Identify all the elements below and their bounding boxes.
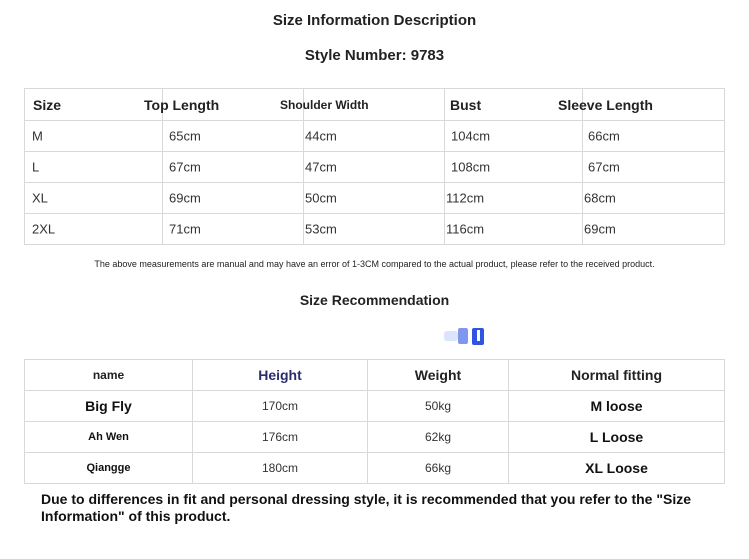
bust-cell: 108cm (445, 152, 583, 183)
table-row (25, 121, 725, 152)
bust-cell: 112cm (445, 183, 583, 214)
recommendation-table (24, 359, 725, 484)
table-row (25, 152, 725, 183)
shoulder-width-cell: 44cm (304, 121, 445, 152)
sleeve-length-cell: 68cm (583, 183, 725, 214)
style-number: Style Number: 9783 (304, 47, 445, 64)
recommendation-title: Size Recommendation (299, 292, 450, 308)
sleeve-length-cell: 67cm (583, 152, 725, 183)
header-name: name (25, 360, 193, 391)
header-top-length: Top Length (163, 89, 304, 121)
sleeve-length-cell: 66cm (583, 121, 725, 152)
top-length-cell: 65cm (163, 121, 304, 152)
header-bust: Bust (445, 89, 583, 121)
size-table (24, 88, 725, 245)
bust-cell: 116cm (445, 214, 583, 245)
top-length-cell: 71cm (163, 214, 304, 245)
header-height: Height (193, 360, 368, 391)
table-row (25, 391, 725, 422)
weight-cell: 50kg (368, 391, 509, 422)
page-title: Size Information Description (272, 12, 477, 29)
size-cell: 2XL (25, 214, 163, 245)
name-cell: Qiangge (25, 453, 193, 484)
shoulder-width-cell: 50cm (304, 183, 445, 214)
height-cell: 170cm (193, 391, 368, 422)
recommendation-header (25, 360, 725, 391)
size-cell: L (25, 152, 163, 183)
bust-cell: 104cm (445, 121, 583, 152)
height-cell: 176cm (193, 422, 368, 453)
top-length-cell: 67cm (163, 152, 304, 183)
table-row (25, 214, 725, 245)
shoulder-width-cell: 47cm (304, 152, 445, 183)
table-row (25, 422, 725, 453)
measurement-note: The above measurements are manual and may have an error of 1-3CM compared to the actual product, please refer to the received product. (94, 259, 655, 269)
header-sleeve-length: Sleeve Length (583, 89, 725, 121)
name-cell: Ah Wen (25, 422, 193, 453)
top-length-cell: 69cm (163, 183, 304, 214)
table-row (25, 183, 725, 214)
weight-cell: 62kg (368, 422, 509, 453)
header-shoulder-width: Shoulder Width (304, 89, 445, 121)
height-cell: 180cm (193, 453, 368, 484)
name-cell: Big Fly (25, 391, 193, 422)
sleeve-length-cell: 69cm (583, 214, 725, 245)
fitting-cell: L Loose (509, 422, 725, 453)
size-cell: XL (25, 183, 163, 214)
fitting-cell: M loose (509, 391, 725, 422)
shoulder-width-cell: 53cm (304, 214, 445, 245)
size-cell: M (25, 121, 163, 152)
blurred-watermark-icon (440, 325, 490, 347)
table-row (25, 453, 725, 484)
footer-advice: Due to differences in fit and personal dressing style, it is recommended that you refer to the "Size Information" of this product. (41, 491, 692, 524)
header-normal-fitting: Normal fitting (509, 360, 725, 391)
size-table-header (25, 89, 725, 121)
weight-cell: 66kg (368, 453, 509, 484)
fitting-cell: XL Loose (509, 453, 725, 484)
header-weight: Weight (368, 360, 509, 391)
header-size: Size (25, 89, 163, 121)
